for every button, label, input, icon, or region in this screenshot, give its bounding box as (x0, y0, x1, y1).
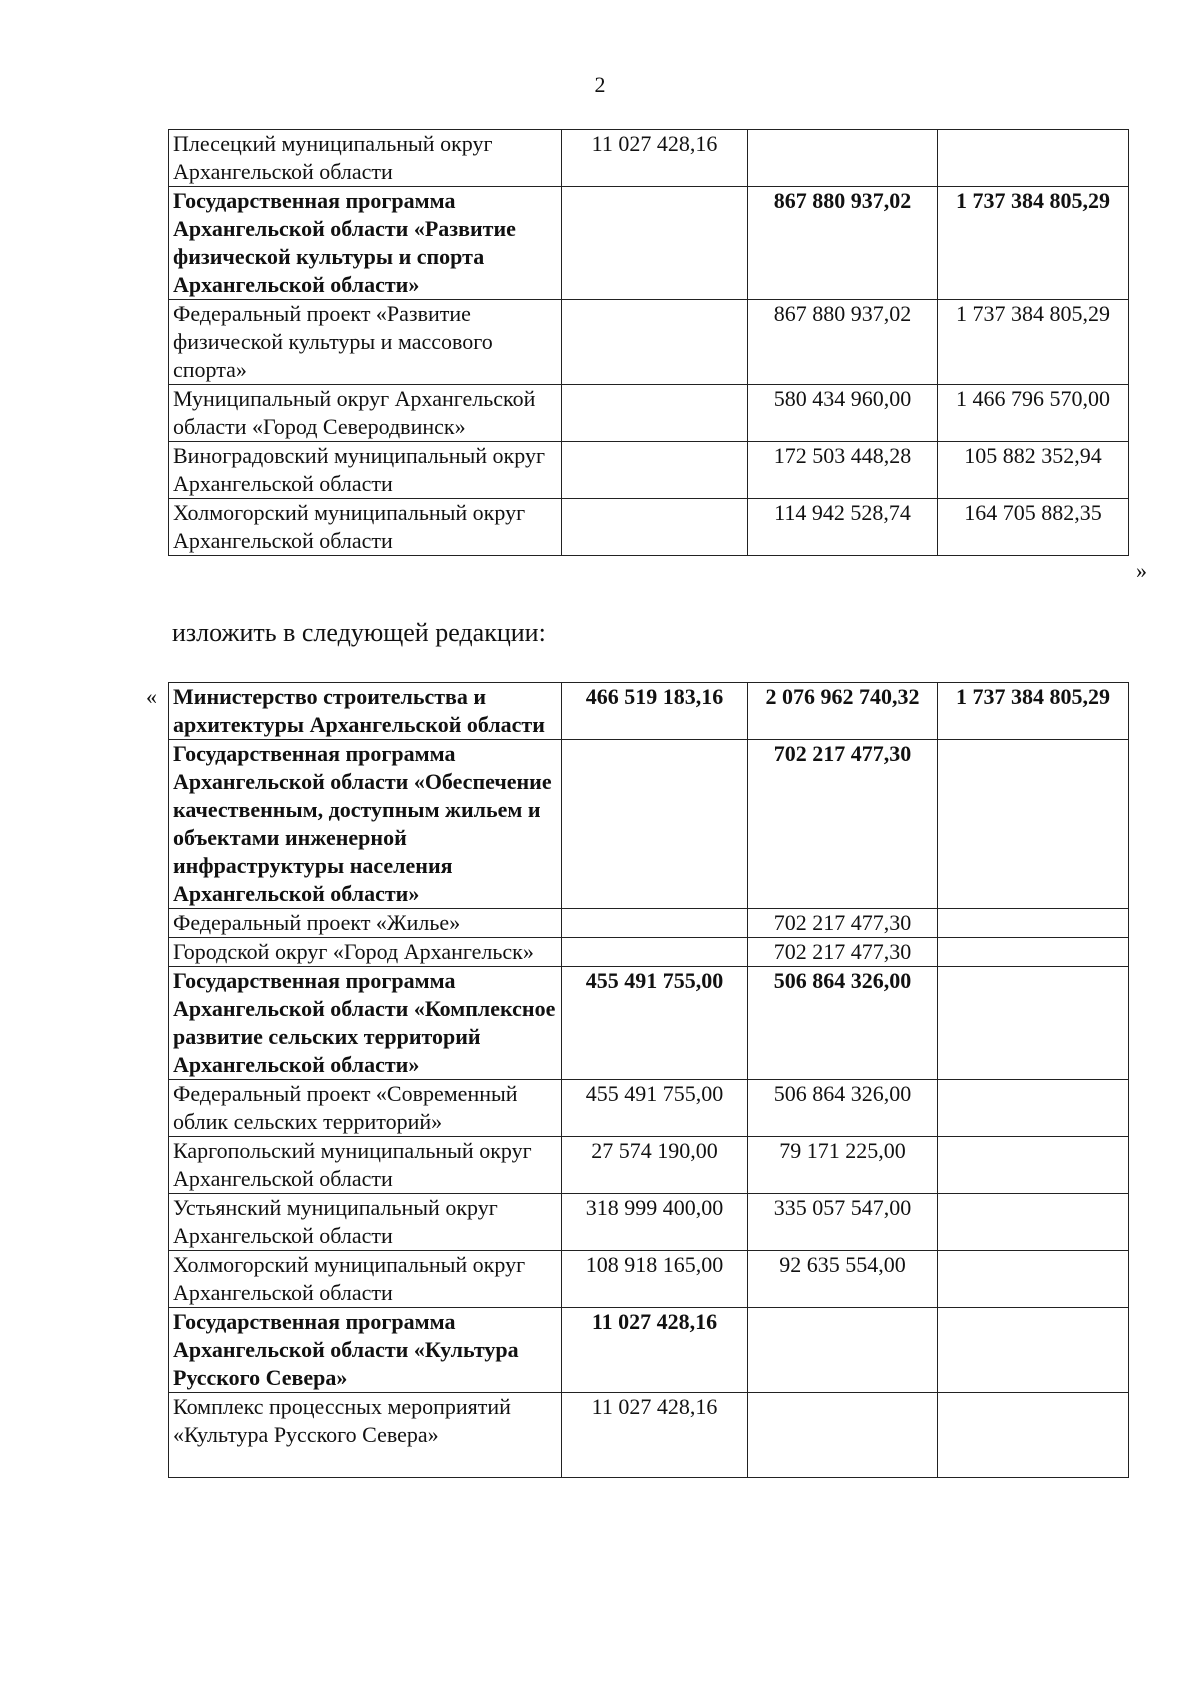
amount-cell (562, 300, 748, 385)
amount-cell: 580 434 960,00 (748, 385, 938, 442)
table-row (169, 1308, 1129, 1393)
row-name: Холмогорский муниципальный округ Архангельской области (169, 499, 562, 556)
amount-cell: 867 880 937,02 (748, 187, 938, 300)
amount-cell: 506 864 326,00 (748, 967, 938, 1080)
amount-cell: 318 999 400,00 (562, 1194, 748, 1251)
budget-table-new (168, 682, 1129, 1478)
amount-cell (562, 740, 748, 909)
table-row (169, 1251, 1129, 1308)
amount-cell: 114 942 528,74 (748, 499, 938, 556)
table-row (169, 740, 1129, 909)
amount-cell (562, 442, 748, 499)
row-name: Государственная программа Архангельской области «Обеспечение качественным, доступным жильем и объектами инженерной инфраструктуры населения Архангельской области» (169, 740, 562, 909)
table-row (169, 1080, 1129, 1137)
amount-cell (938, 1194, 1129, 1251)
amount-cell: 105 882 352,94 (938, 442, 1129, 499)
table-row (169, 300, 1129, 385)
amount-cell (748, 130, 938, 187)
amount-cell: 79 171 225,00 (748, 1137, 938, 1194)
amount-cell: 92 635 554,00 (748, 1251, 938, 1308)
amount-cell: 702 217 477,30 (748, 909, 938, 938)
amount-cell: 1 737 384 805,29 (938, 187, 1129, 300)
table-row (169, 1137, 1129, 1194)
row-name: Виноградовский муниципальный округ Архангельской области (169, 442, 562, 499)
row-name: Государственная программа Архангельской области «Культура Русского Севера» (169, 1308, 562, 1393)
budget-table-old (168, 129, 1129, 556)
amount-cell (562, 938, 748, 967)
amount-cell: 11 027 428,16 (562, 1393, 748, 1478)
amount-cell: 506 864 326,00 (748, 1080, 938, 1137)
amount-cell (748, 1308, 938, 1393)
amount-cell: 702 217 477,30 (748, 938, 938, 967)
amount-cell: 11 027 428,16 (562, 130, 748, 187)
table-row (169, 967, 1129, 1080)
amount-cell (562, 385, 748, 442)
amount-cell (938, 1137, 1129, 1194)
row-name: Каргопольский муниципальный округ Архангельской области (169, 1137, 562, 1194)
intro-text: изложить в следующей редакции: (172, 618, 546, 647)
amount-cell: 1 466 796 570,00 (938, 385, 1129, 442)
closing-quote: » (1136, 558, 1147, 583)
opening-quote: « (146, 684, 157, 709)
row-name: Федеральный проект «Жилье» (169, 909, 562, 938)
amount-cell (938, 967, 1129, 1080)
amount-cell (938, 1251, 1129, 1308)
row-name: Комплекс процессных мероприятий «Культура Русского Севера» (169, 1393, 562, 1478)
row-name: Федеральный проект «Современный облик сельских территорий» (169, 1080, 562, 1137)
table-row (169, 385, 1129, 442)
amount-cell (938, 1393, 1129, 1478)
table-row (169, 1393, 1129, 1478)
amount-cell (562, 187, 748, 300)
table-row (169, 938, 1129, 967)
row-name: Холмогорский муниципальный округ Архангельской области (169, 1251, 562, 1308)
amount-cell: 108 918 165,00 (562, 1251, 748, 1308)
amount-cell: 466 519 183,16 (562, 683, 748, 740)
row-name: Муниципальный округ Архангельской области «Город Северодвинск» (169, 385, 562, 442)
amount-cell: 11 027 428,16 (562, 1308, 748, 1393)
page-number: 2 (594, 72, 606, 97)
table-row (169, 187, 1129, 300)
row-name: Министерство строительства и архитектуры Архангельской области (169, 683, 562, 740)
amount-cell (938, 130, 1129, 187)
amount-cell (938, 1308, 1129, 1393)
amount-cell (562, 499, 748, 556)
row-name: Городской округ «Город Архангельск» (169, 938, 562, 967)
amount-cell (938, 740, 1129, 909)
table-row (169, 909, 1129, 938)
amount-cell (748, 1393, 938, 1478)
table-row (169, 683, 1129, 740)
table-row (169, 1194, 1129, 1251)
amount-cell: 172 503 448,28 (748, 442, 938, 499)
table-row (169, 499, 1129, 556)
amount-cell: 335 057 547,00 (748, 1194, 938, 1251)
row-name: Устьянский муниципальный округ Архангельской области (169, 1194, 562, 1251)
table-row (169, 130, 1129, 187)
amount-cell (938, 909, 1129, 938)
row-name: Государственная программа Архангельской области «Развитие физической культуры и спорта Архангельской области» (169, 187, 562, 300)
amount-cell: 455 491 755,00 (562, 1080, 748, 1137)
amount-cell: 164 705 882,35 (938, 499, 1129, 556)
amount-cell: 27 574 190,00 (562, 1137, 748, 1194)
amount-cell (938, 938, 1129, 967)
amount-cell: 1 737 384 805,29 (938, 683, 1129, 740)
amount-cell (938, 1080, 1129, 1137)
row-name: Федеральный проект «Развитие физической культуры и массового спорта» (169, 300, 562, 385)
amount-cell: 702 217 477,30 (748, 740, 938, 909)
amount-cell: 2 076 962 740,32 (748, 683, 938, 740)
row-name: Плесецкий муниципальный округ Архангельской области (169, 130, 562, 187)
amount-cell: 455 491 755,00 (562, 967, 748, 1080)
row-name: Государственная программа Архангельской области «Комплексное развитие сельских территорий Архангельской области» (169, 967, 562, 1080)
amount-cell (562, 909, 748, 938)
amount-cell: 1 737 384 805,29 (938, 300, 1129, 385)
table-row (169, 442, 1129, 499)
amount-cell: 867 880 937,02 (748, 300, 938, 385)
